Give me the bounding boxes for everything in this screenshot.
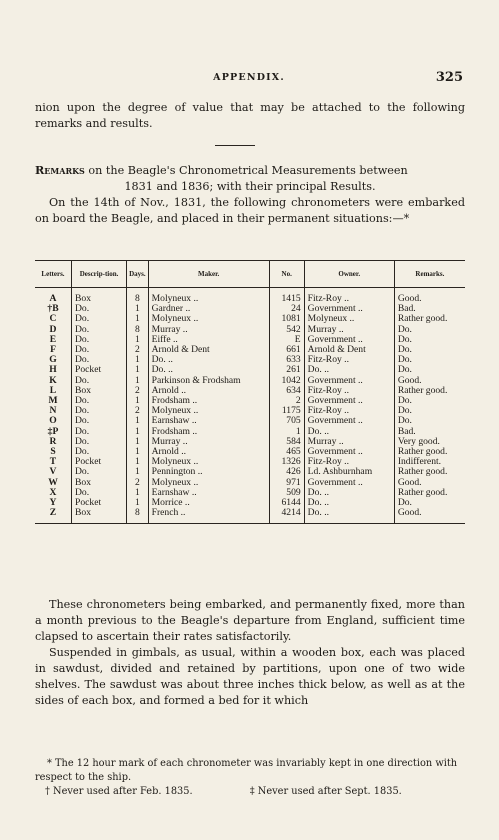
remarks-cell: Do. — [397, 395, 412, 407]
maker-cell: Molyneux .. — [148, 478, 269, 488]
description-cell: Box — [72, 478, 127, 488]
days-cell: 1 — [127, 396, 149, 406]
days-cell: 8 — [127, 508, 149, 524]
days-cell: 2 — [127, 478, 149, 488]
table-body — [35, 288, 465, 524]
remarks-section — [35, 162, 465, 227]
number-cell: 971 — [269, 478, 304, 488]
maker-cell: Arnold & Dent — [148, 345, 269, 355]
number-cell: 633 — [269, 355, 304, 365]
remarks-cell: Rather good. — [397, 446, 448, 458]
owner-cell: Fitz-Roy .. — [304, 406, 394, 416]
days-cell: 8 — [127, 288, 149, 305]
maker-cell: Do. .. — [148, 365, 269, 375]
remarks-cell: Rather good. — [397, 466, 448, 478]
days-cell: 2 — [127, 345, 149, 355]
owner-cell: Do. .. — [304, 427, 394, 437]
remarks-cell: Good. — [397, 374, 422, 386]
column-header: Letters. — [35, 261, 72, 288]
owner-cell: Government .. — [304, 478, 394, 488]
number-cell: 1 — [269, 427, 304, 437]
letter-cell: X — [35, 488, 72, 498]
days-cell: 1 — [127, 467, 149, 477]
footnote-double-dagger: ‡ Never used after Sept. 1835. — [249, 786, 402, 797]
description-cell: Do. — [72, 467, 127, 477]
description-cell: Do. — [72, 355, 127, 365]
letter-cell: †B — [35, 304, 72, 314]
remarks-cell: Good. — [397, 476, 422, 488]
owner-cell: Fitz-Roy .. — [304, 386, 394, 396]
owner-cell: Government .. — [304, 447, 394, 457]
owner-cell: Molyneux .. — [304, 314, 394, 324]
letter-cell: Y — [35, 498, 72, 508]
description-cell: Box — [72, 508, 127, 524]
days-cell: 1 — [127, 304, 149, 314]
number-cell: 705 — [269, 416, 304, 426]
letter-cell: M — [35, 396, 72, 406]
number-cell: 1415 — [269, 288, 304, 305]
description-cell: Do. — [72, 416, 127, 426]
table-row — [35, 288, 465, 305]
owner-cell: Fitz-Roy .. — [304, 457, 394, 467]
owner-cell: Government .. — [304, 396, 394, 406]
maker-cell: Murray .. — [148, 437, 269, 447]
running-header — [35, 72, 463, 88]
column-header: Remarks. — [394, 261, 465, 288]
remarks-paragraph: On the 14th of Nov., 1831, the following chronometers were embarked on board the Beagle, and placed in their permanent situations:—* — [35, 196, 465, 225]
letter-cell: O — [35, 416, 72, 426]
footnote-star: * The 12 hour mark of each chronometer was invariably kept in one direction with respect to the ship. — [35, 758, 458, 783]
days-cell: 1 — [127, 457, 149, 467]
maker-cell: Morrice .. — [148, 498, 269, 508]
remarks-cell: Do. — [397, 323, 412, 335]
remarks-cell: Indifferent. — [397, 456, 442, 468]
days-cell: 1 — [127, 498, 149, 508]
maker-cell: Eiffe .. — [148, 335, 269, 345]
days-cell: 1 — [127, 447, 149, 457]
number-cell: 542 — [269, 325, 304, 335]
letter-cell: C — [35, 314, 72, 324]
owner-cell: Do. .. — [304, 498, 394, 508]
description-cell: Do. — [72, 406, 127, 416]
remarks-cell: Good. — [397, 507, 422, 519]
letter-cell: K — [35, 376, 72, 386]
letter-cell: S — [35, 447, 72, 457]
maker-cell: Parkinson & Frodsham — [148, 376, 269, 386]
owner-cell: Government .. — [304, 304, 394, 314]
number-cell: E — [269, 335, 304, 345]
days-cell: 8 — [127, 325, 149, 335]
days-cell: 1 — [127, 437, 149, 447]
description-cell: Do. — [72, 437, 127, 447]
number-cell: 584 — [269, 437, 304, 447]
description-cell: Pocket — [72, 457, 127, 467]
body-text — [35, 597, 465, 709]
owner-cell: Arnold & Dent — [304, 345, 394, 355]
days-cell: 1 — [127, 335, 149, 345]
days-cell: 1 — [127, 365, 149, 375]
number-cell: 661 — [269, 345, 304, 355]
description-cell: Do. — [72, 345, 127, 355]
owner-cell: Do. .. — [304, 488, 394, 498]
remarks-cell: Do. — [397, 405, 412, 417]
description-cell: Do. — [72, 314, 127, 324]
number-cell: 6144 — [269, 498, 304, 508]
number-cell: 4214 — [269, 508, 304, 524]
maker-cell: Do. .. — [148, 355, 269, 365]
description-cell: Do. — [72, 447, 127, 457]
table-header-row — [35, 261, 465, 288]
letter-cell: R — [35, 437, 72, 447]
letter-cell: E — [35, 335, 72, 345]
number-cell: 509 — [269, 488, 304, 498]
remarks-lead: Remarks — [35, 163, 85, 177]
owner-cell: Government .. — [304, 376, 394, 386]
number-cell: 1326 — [269, 457, 304, 467]
description-cell: Do. — [72, 427, 127, 437]
letter-cell: W — [35, 478, 72, 488]
remarks-cell: Do. — [397, 344, 412, 356]
days-cell: 2 — [127, 406, 149, 416]
footnote-daggers — [45, 785, 465, 799]
remarks-heading-line1: on the Beagle's Chronometrical Measurements between — [88, 164, 408, 177]
remarks-cell: Do. — [397, 364, 412, 376]
number-cell: 24 — [269, 304, 304, 314]
owner-cell: Fitz-Roy .. — [304, 288, 394, 305]
remarks-cell: Rather good. — [397, 313, 448, 325]
number-cell: 465 — [269, 447, 304, 457]
number-cell: 1042 — [269, 376, 304, 386]
maker-cell: Frodsham .. — [148, 396, 269, 406]
number-cell: 1175 — [269, 406, 304, 416]
letter-cell: G — [35, 355, 72, 365]
days-cell: 1 — [127, 416, 149, 426]
days-cell: 1 — [127, 427, 149, 437]
description-cell: Do. — [72, 396, 127, 406]
maker-cell: Molyneux .. — [148, 406, 269, 416]
remarks-cell: Good. — [397, 293, 422, 304]
owner-cell: Murray .. — [304, 325, 394, 335]
owner-cell: Do. .. — [304, 365, 394, 375]
maker-cell: Earnshaw .. — [148, 416, 269, 426]
letter-cell: F — [35, 345, 72, 355]
letter-cell: V — [35, 467, 72, 477]
number-cell: 2 — [269, 396, 304, 406]
owner-cell: Government .. — [304, 335, 394, 345]
body-paragraph-1: These chronometers being embarked, and permanently fixed, more than a month previous to the Beagle's departure from England, sufficient time clapsed to ascertain their rates satisfactorily. — [35, 598, 465, 643]
maker-cell: French .. — [148, 508, 269, 524]
body-paragraph-2: Suspended in gimbals, as usual, within a wooden box, each was placed in sawdust, divided and retained by partitions, upon one of two wide shelves. The sawdust was about three inches thick below, as well as at the sides of each box, and formed a bed for it which — [35, 646, 465, 707]
number-cell: 426 — [269, 467, 304, 477]
letter-cell: Z — [35, 508, 72, 524]
owner-cell: Murray .. — [304, 437, 394, 447]
letter-cell: A — [35, 288, 72, 305]
maker-cell: Frodsham .. — [148, 427, 269, 437]
number-cell: 1081 — [269, 314, 304, 324]
maker-cell: Murray .. — [148, 325, 269, 335]
column-header: Descrip-tion. — [72, 261, 127, 288]
remarks-heading-line2: 1831 and 1836; with their principal Results. — [124, 180, 376, 193]
owner-cell: Government .. — [304, 416, 394, 426]
table-row — [35, 508, 465, 524]
maker-cell: Arnold .. — [148, 447, 269, 457]
owner-cell: Fitz-Roy .. — [304, 355, 394, 365]
maker-cell: Pennington .. — [148, 467, 269, 477]
description-cell: Box — [72, 386, 127, 396]
footnote-dagger: † Never used after Feb. 1835. — [45, 786, 193, 797]
page-number: 325 — [435, 70, 463, 85]
letter-cell: D — [35, 325, 72, 335]
column-header: Owner. — [304, 261, 394, 288]
description-cell: Box — [72, 288, 127, 305]
days-cell: 1 — [127, 355, 149, 365]
header-title: APPENDIX. — [213, 72, 285, 83]
maker-cell: Arnold .. — [148, 386, 269, 396]
remarks-cell: Do. — [397, 497, 412, 509]
owner-cell: Ld. Ashburnham — [304, 467, 394, 477]
maker-cell: Gardner .. — [148, 304, 269, 314]
description-cell: Pocket — [72, 365, 127, 375]
remarks-cell: Bad. — [397, 425, 416, 437]
number-cell: 634 — [269, 386, 304, 396]
remarks-cell: Do. — [397, 415, 412, 427]
remarks-cell: Rather good. — [397, 384, 448, 396]
days-cell: 2 — [127, 386, 149, 396]
column-header: No. — [269, 261, 304, 288]
letter-cell: L — [35, 386, 72, 396]
intro-paragraph: nion upon the degree of value that may be attached to the following remarks and results. — [35, 101, 465, 130]
maker-cell: Molyneux .. — [148, 288, 269, 305]
remarks-cell: Very good. — [397, 435, 440, 447]
owner-cell: Do. .. — [304, 508, 394, 524]
description-cell: Do. — [72, 376, 127, 386]
section-divider — [215, 145, 255, 146]
remarks-cell: Do. — [397, 333, 412, 345]
maker-cell: Molyneux .. — [148, 457, 269, 467]
letter-cell: T — [35, 457, 72, 467]
chronometer-table — [35, 260, 465, 524]
days-cell: 1 — [127, 488, 149, 498]
days-cell: 1 — [127, 376, 149, 386]
remarks-cell: Do. — [397, 354, 412, 366]
maker-cell: Molyneux .. — [148, 314, 269, 324]
remarks-cell: Rather good. — [397, 486, 448, 498]
column-header: Days. — [127, 261, 149, 288]
letter-cell: N — [35, 406, 72, 416]
days-cell: 1 — [127, 314, 149, 324]
remarks-heading — [35, 162, 465, 179]
number-cell: 261 — [269, 365, 304, 375]
column-header: Maker. — [148, 261, 269, 288]
maker-cell: Earnshaw .. — [148, 488, 269, 498]
letter-cell: ‡P — [35, 427, 72, 437]
description-cell: Do. — [72, 304, 127, 314]
description-cell: Do. — [72, 335, 127, 345]
letter-cell: H — [35, 365, 72, 375]
remarks-cell: Bad. — [397, 303, 416, 315]
description-cell: Do. — [72, 488, 127, 498]
description-cell: Pocket — [72, 498, 127, 508]
description-cell: Do. — [72, 325, 127, 335]
